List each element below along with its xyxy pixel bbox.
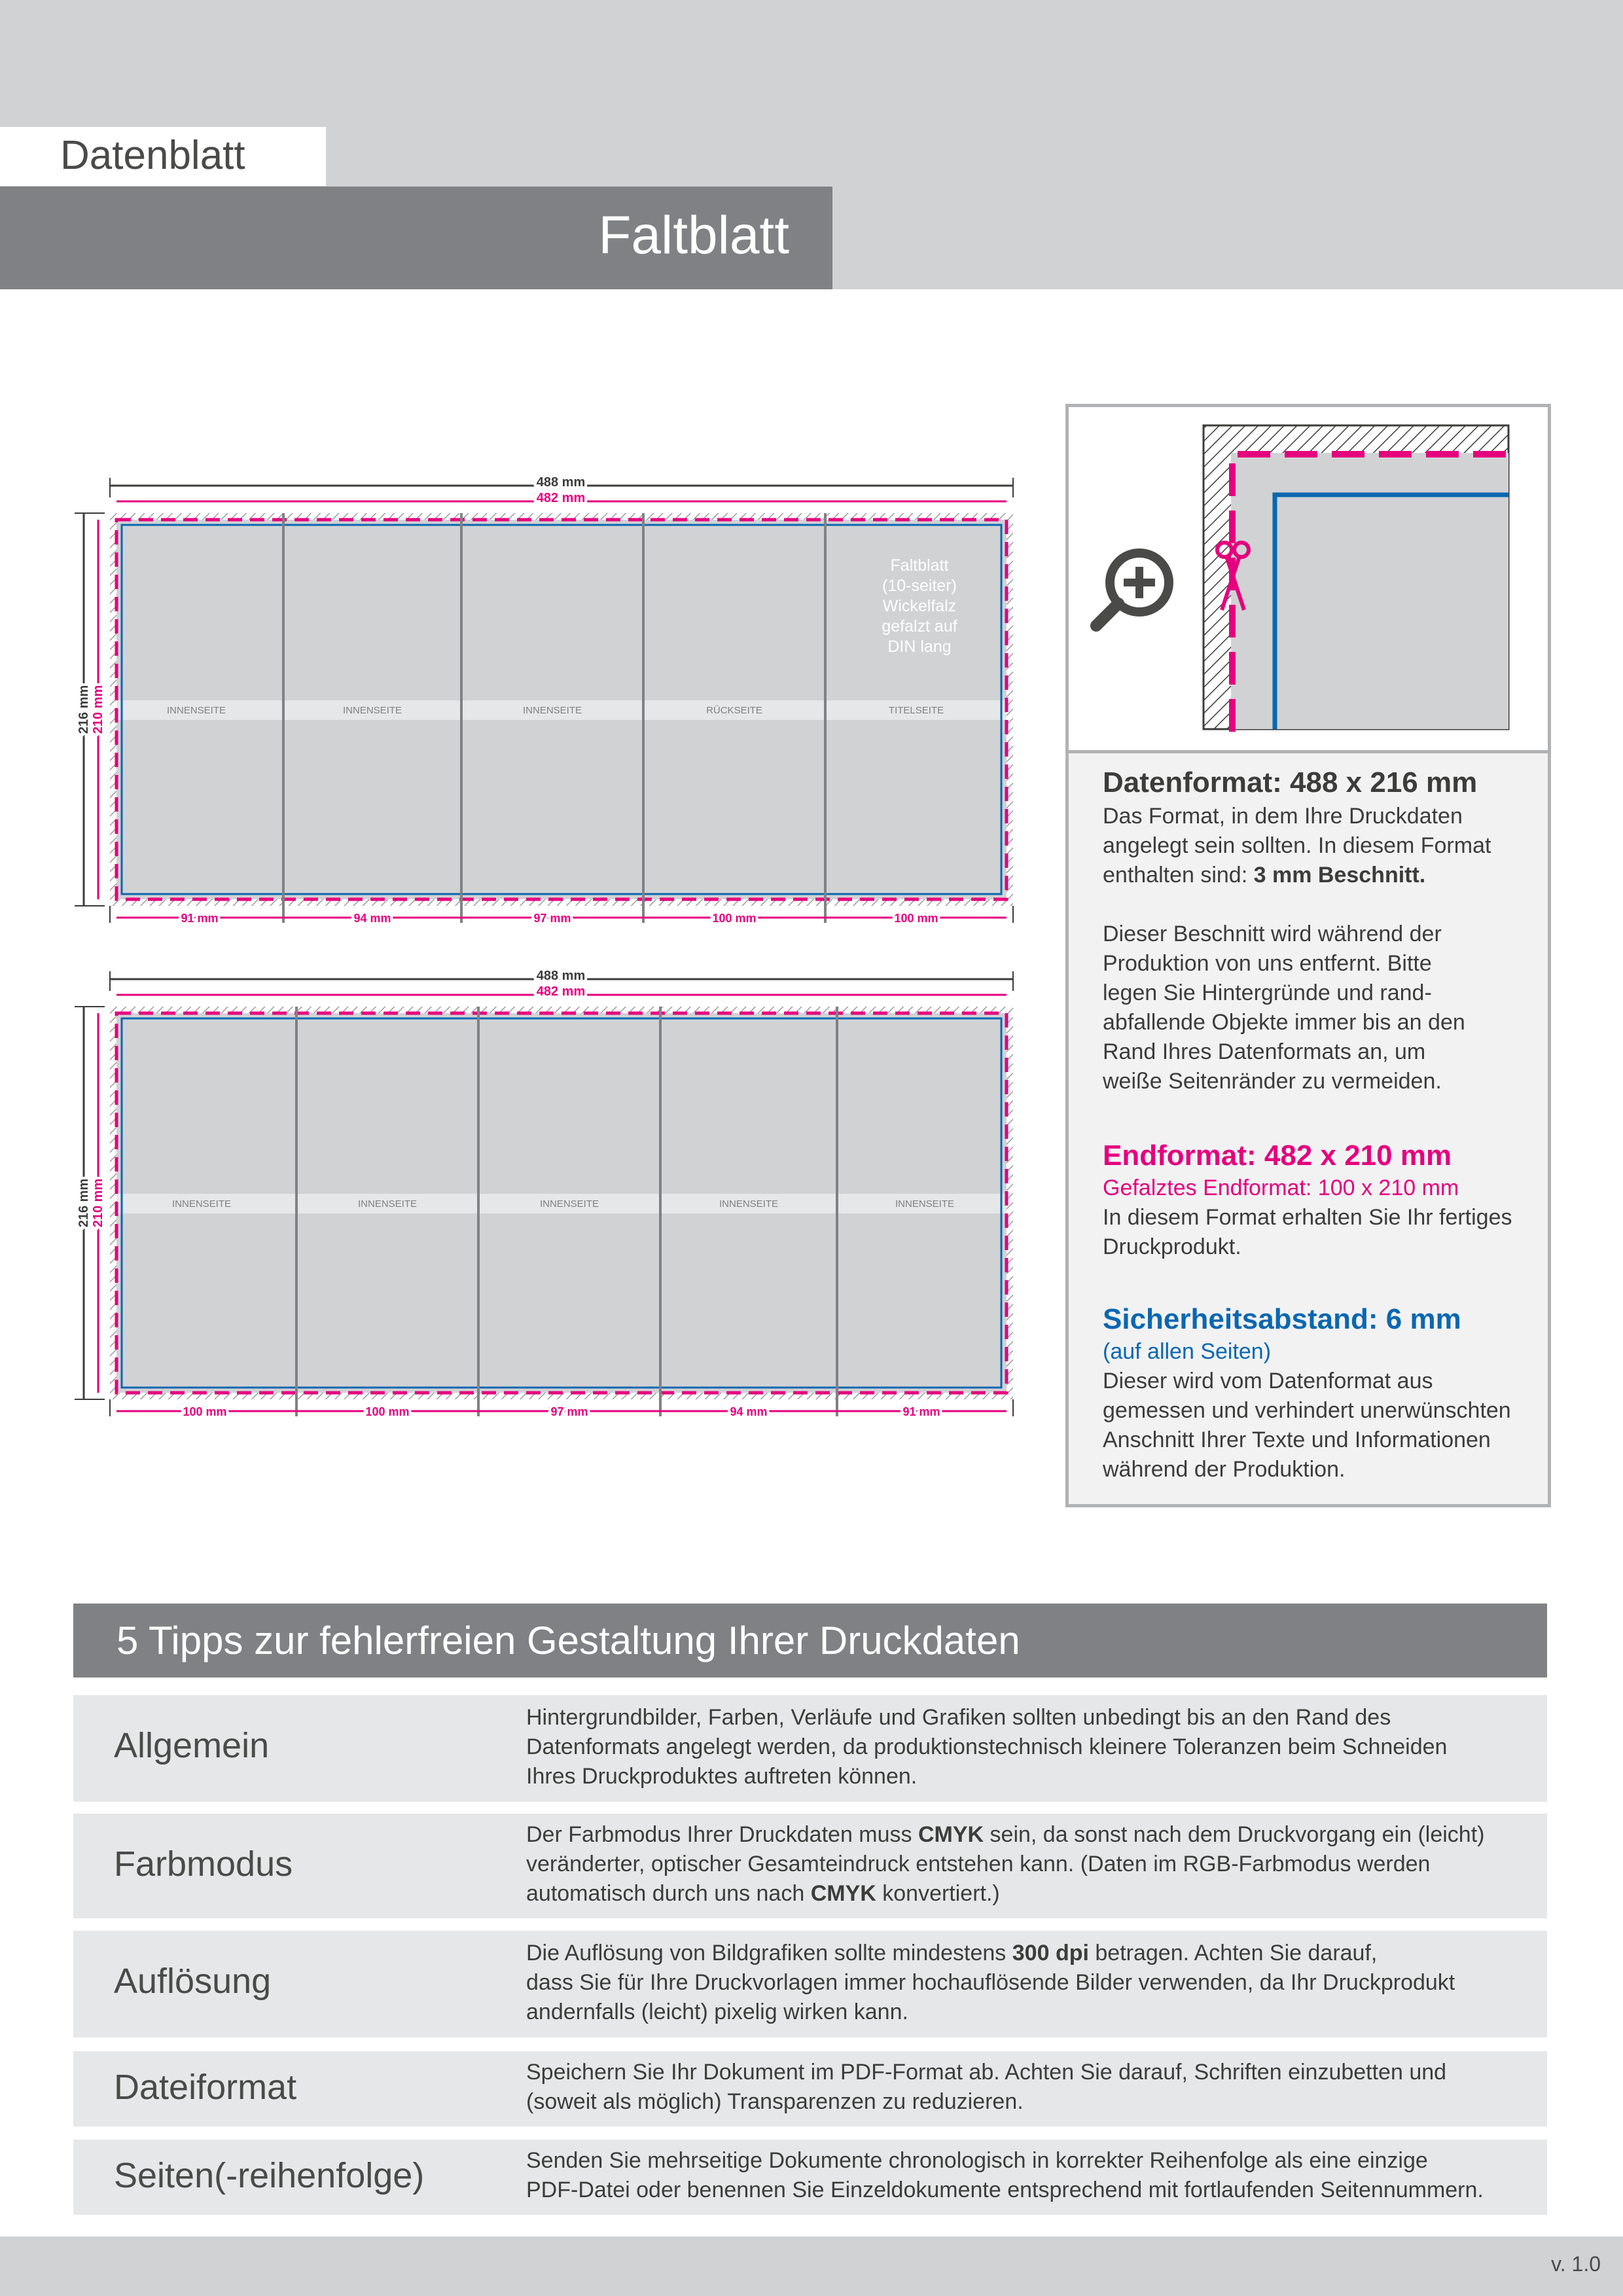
endformat-subheading: Gefalztes Endformat: 100 x 210 mm [1103,1175,1459,1200]
tip-text: Der Farbmodus Ihrer Druckdaten muss CMYK sein, da sonst nach dem Druckvorgang ein (leicht) veränderter, optischer Gesamteindruck entstehen kann. (Daten im RGB-Farbmodus werden automatisch durch uns nach CMYK konvertiert.) [526,1822,1485,1906]
panel-width: 91 mm [902,1405,940,1418]
svg-text:(10-seiter): (10-seiter) [882,577,957,595]
title-bar [0,187,832,289]
panel-label: INNENSEITE [342,705,402,716]
panel-width: 100 mm [894,912,938,925]
endformat-heading: Endformat: 482 x 210 mm [1103,1139,1452,1172]
svg-text:Wickelfalz: Wickelfalz [882,597,957,615]
tip-label: Allgemein [114,1726,270,1765]
panel-label: INNENSEITE [895,1198,955,1210]
page-title: Faltblatt [598,206,789,265]
svg-text:DIN lang: DIN lang [887,637,952,656]
tip-text: Hintergrundbilder, Farben, Verläufe und Grafiken sollten unbedingt bis an den Rand des Datenformats angelegt werden, da produktionstechnisch kleinere Toleranzen beim Schneiden Ihres Druckproduktes auftreten können. [526,1705,1448,1789]
footer-band [0,2236,1623,2296]
product-note [882,556,957,656]
height-inner-label: 210 mm [91,685,105,734]
panel-width: 97 mm [533,912,571,925]
panel-label: RÜCKSEITE [706,705,762,716]
category-label: Datenblatt [60,133,245,178]
tip-label: Dateiformat [114,2068,297,2107]
panel-label: INNENSEITE [171,1198,232,1210]
tip-row-aufloesung [73,1931,1547,2037]
panel-label: INNENSEITE [522,705,582,716]
panel-width: 100 mm [365,1405,410,1418]
width-inner-label: 482 mm [536,984,586,999]
beschnitt-text: Dieser Beschnitt wird während der Produktion von uns entfernt. Bitte legen Sie Hintergründe und rand- abfallende Objekte immer bis an den Rand Ihres Datenformats an, um weiße Seitenränder zu vermeiden. [1103,922,1465,1094]
datenformat-text: Das Format, in dem Ihre Druckdaten angelegt sein sollten. In diesem Format enthalten sind: 3 mm Beschnitt. [1103,804,1491,888]
tip-text: Die Auflösung von Bildgrafiken sollte mindestens 300 dpi betragen. Achten Sie darauf, dass Sie für Ihre Druckvorlagen immer hochauflösende Bilder verwenden, da Ihr Druckprodukt andernfalls (leicht) pixelig wirken kann. [526,1941,1455,2024]
tip-row-farbmodus [73,1814,1547,1918]
version-label: v. 1.0 [1551,2252,1601,2276]
height-outer-label: 216 mm [77,1178,91,1228]
corner-detail-graphic [1069,407,1548,750]
tip-row-allgemein [73,1695,1547,1802]
panel-width: 91 mm [181,912,219,925]
tips-heading-bar [73,1604,1547,1677]
tip-text: Speichern Sie Ihr Dokument im PDF-Format ab. Achten Sie darauf, Schriften einzubetten und (soweit als möglich) Transparenzen zu reduzieren. [526,2060,1447,2114]
panel-width: 97 mm [550,1405,588,1418]
magnifier-icon [1096,553,1169,626]
panel-label: INNENSEITE [539,1198,599,1210]
svg-text:gefalzt auf: gefalzt auf [882,617,957,636]
panel-label: INNENSEITE [719,1198,779,1210]
fold-diagram-2 [65,965,1060,1423]
panel-width: 100 mm [183,1405,227,1418]
panel-width: 94 mm [353,912,391,925]
tips-heading: 5 Tipps zur fehlerfreien Gestaltung Ihrer Druckdaten [116,1619,1020,1662]
endformat-text: In diesem Format erhalten Sie Ihr fertiges Druckprodukt. [1103,1205,1512,1259]
fold-diagram-1 [65,471,1060,929]
width-inner-label: 482 mm [536,491,586,505]
sicherheit-subheading: (auf allen Seiten) [1103,1339,1272,1364]
sicherheit-heading: Sicherheitsabstand: 6 mm [1103,1303,1461,1335]
tip-row-seitenreihenfolge [73,2140,1547,2215]
height-inner-label: 210 mm [91,1178,105,1228]
svg-text:Faltblatt: Faltblatt [890,556,949,575]
height-outer-label: 216 mm [77,685,91,734]
width-outer-label: 488 mm [536,475,586,490]
tip-label: Auflösung [114,1962,272,2001]
datenformat-heading: Datenformat: 488 x 216 mm [1103,766,1478,798]
tip-label: Seiten(-reihenfolge) [114,2156,425,2195]
tip-row-dateiformat [73,2051,1547,2126]
panel-label: TITELSEITE [888,705,944,716]
panel-width: 94 mm [730,1405,768,1418]
panel-width: 100 mm [712,912,757,925]
tip-label: Farbmodus [114,1844,293,1884]
panel-label: INNENSEITE [166,705,226,716]
category-tag [0,127,326,186]
info-text-panel [1069,750,1548,1504]
sicherheit-text: Dieser wird vom Datenformat aus gemessen und verhindert unerwünschten Anschnitt Ihrer Texte und Informationen während der Produktion. [1103,1369,1511,1482]
tip-text: Senden Sie mehrseitige Dokumente chronologisch in korrekter Reihenfolge als eine einzige PDF-Datei oder benennen Sie Einzeldokumente entsprechend mit fortlaufenden Seitennummern. [526,2148,1484,2202]
panel-label: INNENSEITE [357,1198,418,1210]
width-outer-label: 488 mm [536,969,586,983]
